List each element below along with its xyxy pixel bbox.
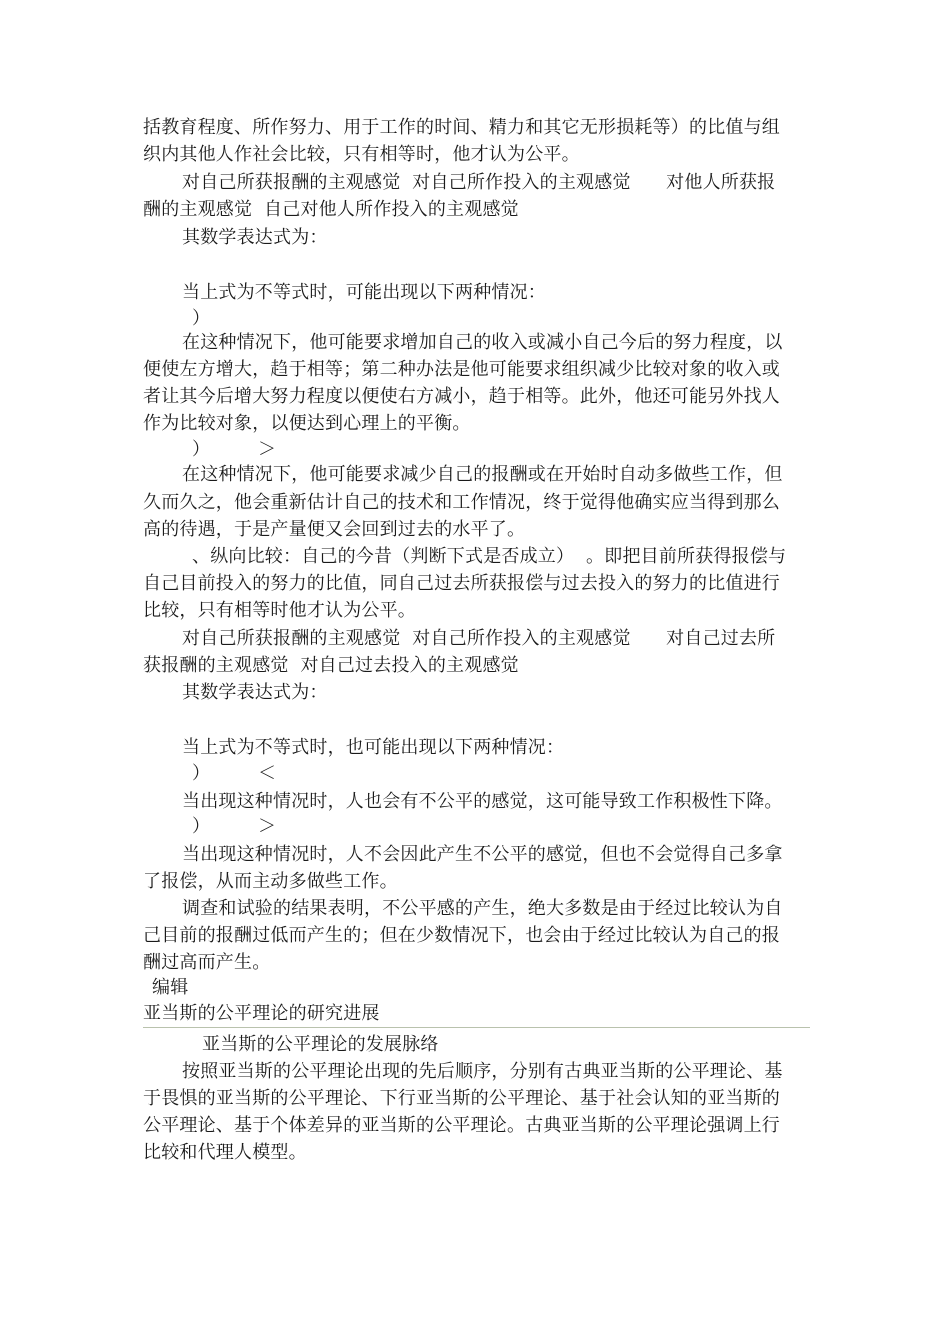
less-than-sign: ＜ [258, 763, 276, 784]
paragraph-line: 在这种情况下，他可能要求减少自己的报酬或在开始时自动多做些工作，但 [182, 464, 783, 485]
paragraph-line: 当出现这种情况时，人也会有不公平的感觉，这可能导致工作积极性下降。 [182, 791, 783, 812]
paragraph-line: 高的待遇，于是产量便又会回到过去的水平了。 [143, 519, 526, 540]
paragraph-line: 己目前的报酬过低而产生的；但在少数情况下，也会由于经过比较认为自己的报 [143, 925, 780, 946]
paragraph-line: 、纵向比较：自己的今昔（判断下式是否成立） 。即把目前所获得报偿与 [192, 546, 787, 567]
case-2-marker: ） [192, 439, 210, 460]
formula-words-line: 对自己所获报酬的主观感觉 对自己所作投入的主观感觉 对自己过去所 [182, 628, 776, 649]
paragraph-line: 当出现这种情况时，人不会因此产生不公平的感觉，但也不会觉得自己多拿 [182, 844, 783, 865]
edit-link[interactable]: 编辑 [152, 977, 189, 998]
formula-intro: 其数学表达式为： [182, 682, 328, 703]
heading-divider [143, 1027, 810, 1028]
paragraph-line: 酬过高而产生。 [143, 952, 271, 973]
paragraph-line: 比较，只有相等时他才认为公平。 [143, 600, 416, 621]
case-intro: 当上式为不等式时，可能出现以下两种情况： [182, 282, 546, 303]
formula-words-line: 获报酬的主观感觉 对自己过去投入的主观感觉 [143, 655, 519, 676]
paragraph-line: 自己目前投入的努力的比值，同自己过去所获报偿与过去投入的努力的比值进行 [143, 573, 780, 594]
greater-than-sign: ＞ [258, 816, 276, 837]
paragraph-line: 按照亚当斯的公平理论出现的先后顺序，分别有古典亚当斯的公平理论、基 [182, 1061, 783, 1082]
paragraph-line: 久而久之，他会重新估计自己的技术和工作情况，终于觉得他确实应当得到那么 [143, 492, 780, 513]
paragraph-line: 作为比较对象，以便达到心理上的平衡。 [143, 413, 471, 434]
case-intro: 当上式为不等式时，也可能出现以下两种情况： [182, 737, 565, 758]
paragraph-line: 调查和试验的结果表明，不公平感的产生，绝大多数是由于经过比较认为自 [182, 898, 783, 919]
section-heading: 亚当斯的公平理论的研究进展 [143, 1003, 380, 1024]
greater-than-sign: ＞ [258, 439, 276, 460]
paragraph-line: 于畏惧的亚当斯的公平理论、下行亚当斯的公平理论、基于社会认知的亚当斯的 [143, 1088, 780, 1109]
formula-words-line: 酬的主观感觉 自己对他人所作投入的主观感觉 [143, 199, 519, 220]
case-1-marker: ） [192, 308, 210, 329]
paragraph-line: 便使左方增大，趋于相等；第二种办法是他可能要求组织减少比较对象的收入或 [143, 359, 780, 380]
paragraph-line: 比较和代理人模型。 [143, 1142, 307, 1163]
formula-words-line: 对自己所获报酬的主观感觉 对自己所作投入的主观感觉 对他人所获报 [182, 172, 776, 193]
case-2-marker: ） [192, 816, 210, 837]
formula-intro: 其数学表达式为： [182, 227, 328, 248]
paragraph-line: 在这种情况下，他可能要求增加自己的收入或减小自己今后的努力程度，以 [182, 332, 783, 353]
paragraph-line: 者让其今后增大努力程度以便使右方减小，趋于相等。此外，他还可能另外找人 [143, 386, 780, 407]
paragraph-line: 了报偿，从而主动多做些工作。 [143, 871, 398, 892]
paragraph-line: 织内其他人作社会比较，只有相等时，他才认为公平。 [143, 144, 580, 165]
paragraph-line: 括教育程度、所作努力、用于工作的时间、精力和其它无形损耗等）的比值与组 [143, 117, 780, 138]
case-1-marker: ） [192, 763, 210, 784]
paragraph-line: 公平理论、基于个体差异的亚当斯的公平理论。古典亚当斯的公平理论强调上行 [143, 1115, 780, 1136]
sub-heading: 亚当斯的公平理论的发展脉络 [202, 1034, 439, 1055]
